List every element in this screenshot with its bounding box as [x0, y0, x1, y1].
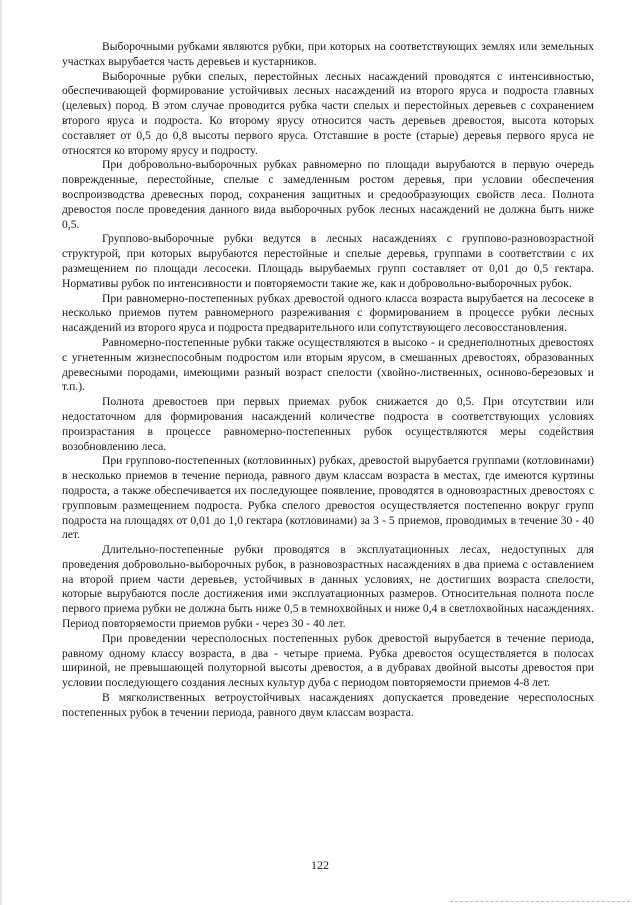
- paragraph-3: При добровольно-выборочных рубках равномерно по площади вырубаются в первую очередь поврежденные, перестойные, спелые с замедленным ростом деревья, при условии обеспечения воспроизводства древесных пород, сохранения защитных и средообразующих свойств леса. Полнота древостоя после проведения данного вида выборочных рубок лесных насаждений не должна быть ниже 0,5.: [62, 158, 594, 231]
- paragraph-2: Выборочные рубки спелых, перестойных лесных насаждений проводятся с интенсивностью, обеспечивающей формирование устойчивых лесных насаждений из второго яруса и подроста главных (целевых) пород. В этом случае проводится рубка части спелых и перестойных деревьев с сохранением второго яруса и подроста. Ко второму ярусу относится часть деревьев древостоя, высота которых составляет от 0,5 до 0,8 высоты первого яруса. Отставшие в росте (старые) деревья первого яруса не относятся ко второму ярусу и подросту.: [62, 69, 594, 157]
- paragraph-11: В мягколиственных ветроустойчивых насаждениях допускается проведение чересполосных постепенных рубок в течении периода, равного двум классам возраста.: [62, 691, 594, 719]
- paragraph-10: При проведении чересполосных постепенных рубок древостой вырубается в течение периода, равному одному классу возраста, в два - четыре приема. Рубка древостоя осуществляется в полосах шириной, не превышающей полуторной высоты древостоя, а в дубравах двойной высоты древостоя при условии последующего создания лесных культур дуба с периодом повторяемости приемов 4-8 лет.: [62, 631, 594, 690]
- scan-footer-line: [450, 898, 630, 902]
- paragraph-4: Группово-выборочные рубки ведутся в лесных насаждениях с группово-разновозрастной структурой, при которых вырубаются перестойные и спелые деревья, группами в соответствии с их размещением по площади лесосеки. Площадь вырубаемых групп составляет от 0,01 до 0,5 гектара. Нормативы рубок по интенсивности и повторяемости такие же, как и добровольно-выборочных рубок.: [62, 232, 594, 290]
- paragraph-6: Равномерно-постепенные рубки также осуществляются в высоко - и среднеполнотных древостоях с угнетенным жизнеспособным подростом или вторым ярусом, в смешанных древостоях, образованных древесными породами, имеющими разный возраст спелости (хвойно-лиственных, осиново-березовых и т.п.).: [62, 335, 594, 394]
- document-body: [62, 40, 594, 721]
- paragraph-9: Длительно-постепенные рубки проводятся в эксплуатационных лесах, недоступных для проведения добровольно-выборочных рубок, в разновозрастных насаждениях в два приема с оставлением на второй прием части деревьев, устойчивых в данных условиях, не достигших возраста спелости, которые вырубаются после достижения ими эксплуатационных размеров. Относительная полнота после первого приема рубки не должна быть ниже 0,5 в темнохвойных и ниже 0,4 в светлохвойных насаждениях. Период повторяемости приемов рубки - через 30 - 40 лет.: [62, 543, 594, 631]
- paragraph-1: Выборочными рубками являются рубки, при которых на соответствующих землях или земельных участках вырубается часть деревьев и кустарников.: [62, 40, 594, 68]
- paragraph-5: При равномерно-постепенных рубках древостой одного класса возраста вырубается на лесосеке в несколько приемов путем равномерного разреживания с формированием в процессе рубки лесных насаждений из второго яруса и подроста предварительного или сопутствующего лесовосстановления.: [62, 291, 594, 335]
- paragraph-8: При группово-постепенных (котловинных) рубках, древостой вырубается группами (котловинами) в несколько приемов в течение периода, равного двум классам возраста в местах, где имеются куртины подроста, а также обеспечивается их последующее появление, проводятся в одновозрастных древостоях с групповым размещением подроста. Рубка спелого древостоя осуществляется постепенно вокруг групп подроста на площадях от 0,01 до 1,0 гектара (котловинами) за 3 - 5 приемов, проводимых в течение 30 - 40 лет.: [62, 454, 594, 542]
- scan-edge: [0, 0, 2, 905]
- paragraph-7: Полнота древостоев при первых приемах рубок снижается до 0,5. При отсутствии или недостаточном для формирования насаждений количестве подроста в соответствующих условиях произрастания в процессе равномерно-постепенных рубок осуществляются меры содействия возобновлению леса.: [62, 395, 594, 453]
- page-number: 122: [311, 858, 329, 872]
